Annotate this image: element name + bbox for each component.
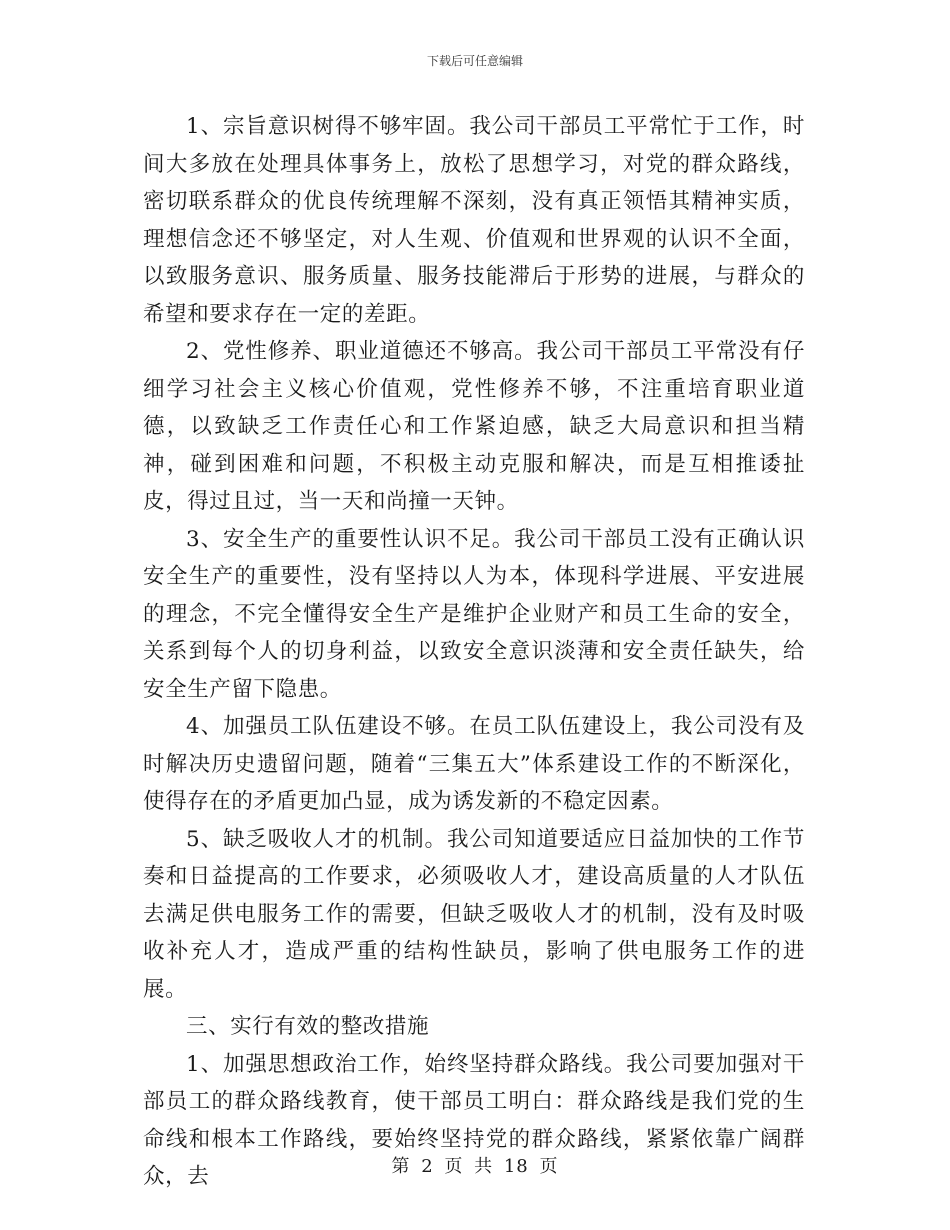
document-body (143, 108, 805, 1196)
paragraph-4: 4、加强员工队伍建设不够。在员工队伍建设上，我公司没有及时解决历史遗留问题，随着“三集五大”体系建设工作的不断深化，使得存在的矛盾更加凸显，成为诱发新的不稳定因素。 (143, 714, 805, 814)
paragraph-6: 1、加强思想政治工作，始终坚持群众路线。我公司要加强对干部员工的群众路线教育，使干部员工明白：群众路线是我们党的生命线和根本工作路线，要始终坚持党的群众路线，紧紧依靠广阔群众，去 (143, 1051, 805, 1189)
paragraph-3: 3、安全生产的重要性认识不足。我公司干部员工没有正确认识安全生产的重要性，没有坚持以人为本，体现科学进展、平安进展的理念，不完全懂得安全生产是维护企业财产和员工生命的安全，关系到每个人的切身利益，以致安全意识淡薄和安全责任缺失，给安全生产留下隐患。 (143, 526, 805, 702)
page-header: 下载后可任意编辑 (426, 54, 523, 68)
page-number-footer: 第 2 页 共 18 页 (391, 1156, 559, 1177)
paragraph-1: 1、宗旨意识树得不够牢固。我公司干部员工平常忙于工作，时间大多放在处理具体事务上，放松了思想学习，对党的群众路线，密切联系群众的优良传统理解不深刻，没有真正领悟其精神实质，理想信念还不够坚定，对人生观、价值观和世界观的认识不全面，以致服务意识、服务质量、服务技能滞后于形势的进展，与群众的希望和要求存在一定的差距。 (143, 114, 805, 327)
paragraph-2: 2、党性修养、职业道德还不够高。我公司干部员工平常没有仔细学习社会主义核心价值观，党性修养不够，不注重培育职业道德，以致缺乏工作责任心和工作紧迫感，缺乏大局意识和担当精神，碰到困难和问题，不积极主动克服和解决，而是互相推诿扯皮，得过且过，当一天和尚撞一天钟。 (143, 339, 805, 514)
section-heading: 三、实行有效的整改措施 (186, 1014, 430, 1039)
paragraph-5: 5、缺乏吸收人才的机制。我公司知道要适应日益加快的工作节奏和日益提高的工作要求，必须吸收人才，建设高质量的人才队伍去满足供电服务工作的需要，但缺乏吸收人才的机制，没有及时吸收补充人才，造成严重的结构性缺员，影响了供电服务工作的进展。 (143, 826, 805, 1002)
